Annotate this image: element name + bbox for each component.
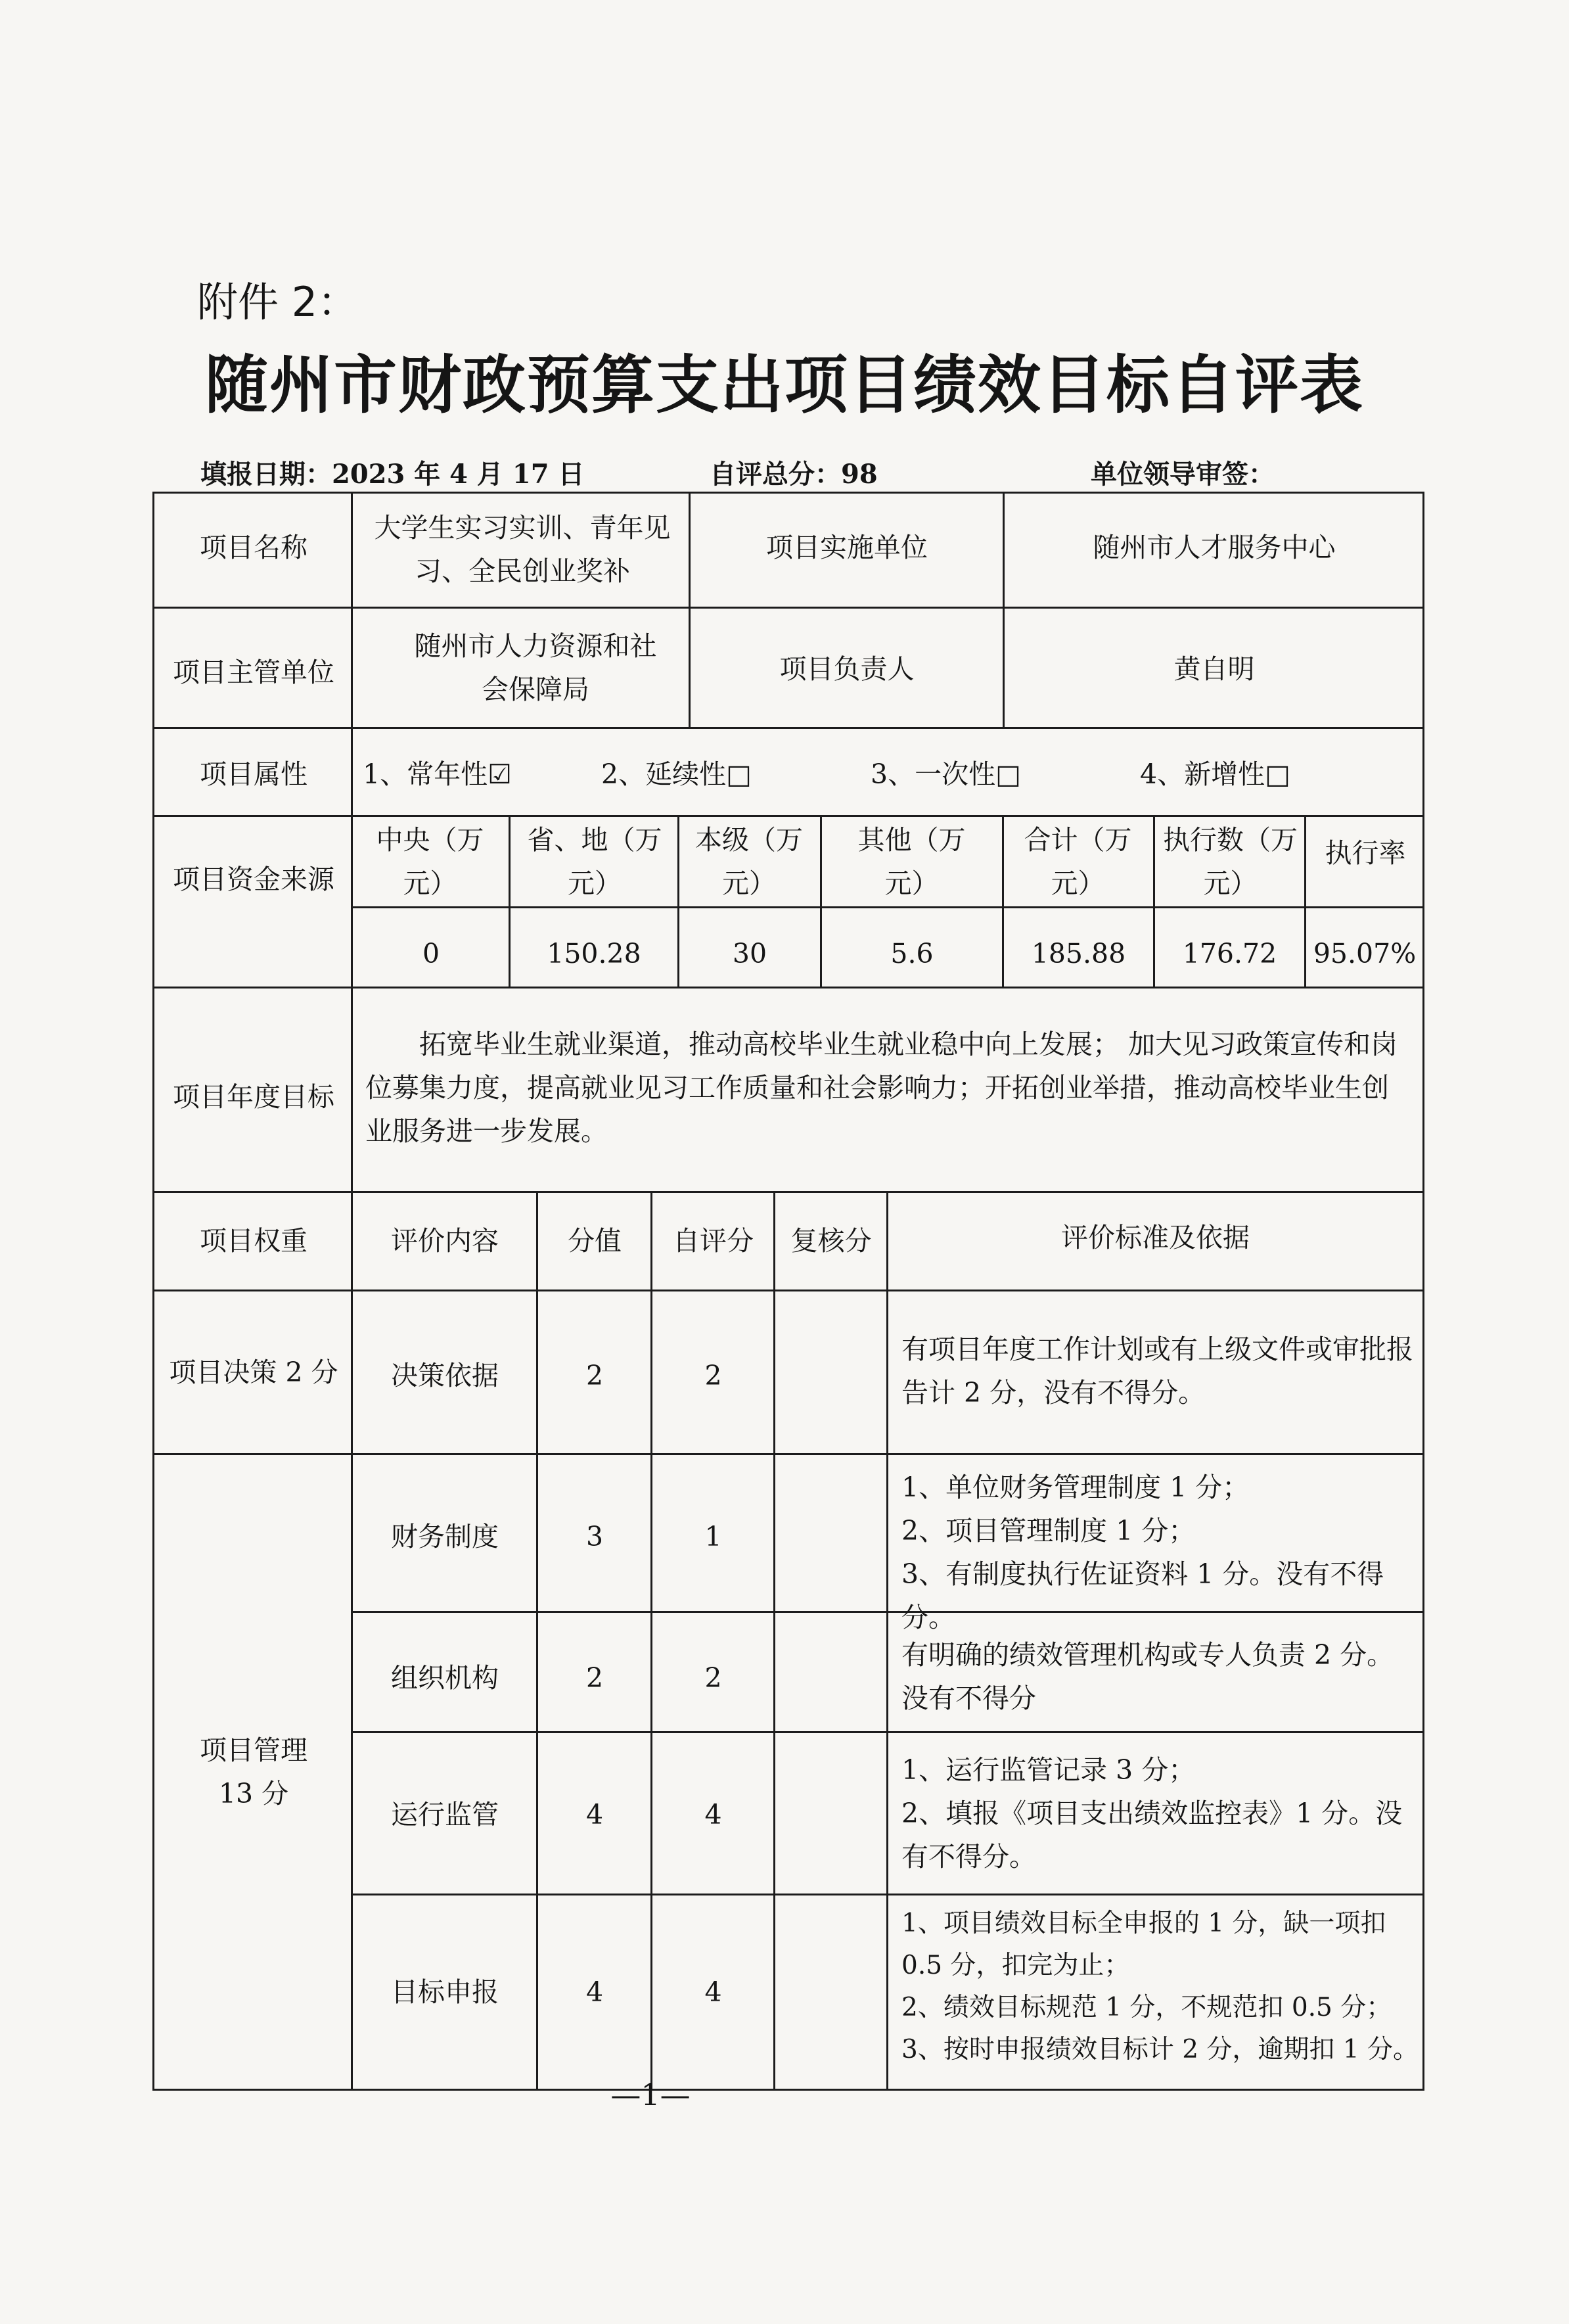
row-content: 组织机构 — [391, 1662, 499, 1694]
row-content: 目标申报 — [391, 1976, 499, 2008]
fill-date: 填报日期：2023 年 4 月 17 日 — [200, 459, 585, 490]
attr-label: 项目属性 — [200, 758, 307, 790]
eval-header-self: 自评分 — [673, 1225, 754, 1257]
funds-header-rate: 执行率 — [1325, 837, 1406, 869]
row-content: 运行监管 — [391, 1799, 499, 1830]
leader-label: 项目负责人 — [779, 653, 915, 685]
attr-option-2: 2、延续性□ — [601, 758, 752, 790]
row-content: 财务制度 — [391, 1521, 499, 1552]
eval-header-review: 复核分 — [790, 1225, 872, 1257]
goal-label: 项目年度目标 — [173, 1081, 334, 1113]
document-title: 随州市财政预算支出项目绩效目标自评表 — [205, 348, 1364, 422]
row-criteria: 有明确的绩效管理机构或专人负责 2 分。没有不得分 — [901, 1639, 1394, 1714]
row-self-score: 4 — [704, 1976, 722, 2008]
row-self-score: 1 — [704, 1521, 722, 1552]
eval-header-criteria: 评价标准及依据 — [1061, 1222, 1250, 1253]
row-self-score: 4 — [704, 1799, 722, 1830]
attachment-label: 附件 2： — [197, 278, 359, 326]
funds-value-total: 185.88 — [1031, 938, 1126, 969]
funds-value-province: 150.28 — [547, 938, 641, 969]
funds-header-local: 本级（万元） — [695, 824, 803, 899]
funds-header-central: 中央（万元） — [376, 824, 484, 899]
funds-label: 项目资金来源 — [173, 864, 334, 895]
funds-value-executed: 176.72 — [1182, 938, 1277, 969]
funds-value-rate: 95.07% — [1313, 938, 1417, 969]
eval-header-score: 分值 — [568, 1225, 622, 1257]
page-number: —1— — [610, 2077, 691, 2112]
supervisor-label: 项目主管单位 — [173, 657, 334, 688]
row-criteria: 1、项目绩效目标全申报的 1 分，缺一项扣 0.5 分，扣完为止； 2、绩效目标规范 1 分，不规范扣 0.5 分； 3、按时申报绩效目标计 2 分，逾期扣 1 分。 — [901, 1909, 1419, 2064]
row-score: 2 — [585, 1360, 604, 1391]
supervisor-value: 随州市人力资源和社会保障局 — [414, 630, 657, 705]
project-name-value: 大学生实习实训、青年见习、全民创业奖补 — [374, 512, 671, 587]
goal-text: 拓宽毕业生就业渠道，推动高校毕业生就业稳中向上发展； 加大见习政策宣传和岗位募集力度，提高就业见习工作质量和社会影响力；开拓创业举措，推动高校毕业生创业服务进一步发展。 — [365, 1029, 1398, 1147]
funds-value-other: 5.6 — [890, 938, 934, 969]
impl-unit-label: 项目实施单位 — [766, 532, 928, 563]
attr-option-3: 3、一次性□ — [871, 758, 1021, 790]
eval-header-content: 评价内容 — [391, 1225, 499, 1257]
row-criteria: 1、运行监管记录 3 分； 2、填报《项目支出绩效监控表》1 分。没有不得分。 — [901, 1754, 1403, 1872]
impl-unit-value: 随州市人才服务中心 — [1093, 532, 1336, 563]
funds-header-province: 省、地（万元） — [527, 824, 662, 899]
row-score: 4 — [585, 1976, 604, 2008]
self-score: 自评总分：98 — [710, 459, 878, 490]
funds-header-executed: 执行数（万元） — [1163, 824, 1298, 899]
funds-value-central: 0 — [422, 938, 440, 969]
group-weight-decision: 项目决策 2 分 — [169, 1357, 338, 1388]
attr-option-4: 4、新增性□ — [1140, 758, 1290, 790]
project-name-label: 项目名称 — [200, 532, 307, 563]
row-self-score: 2 — [704, 1360, 722, 1391]
group-weight-management: 项目管理 13 分 — [200, 1734, 307, 1809]
row-score: 3 — [585, 1521, 604, 1552]
leader-value: 黄自明 — [1173, 653, 1255, 685]
row-content: 决策依据 — [391, 1360, 499, 1391]
eval-header-weight: 项目权重 — [200, 1225, 307, 1257]
row-score: 2 — [585, 1662, 604, 1694]
attr-option-1: 1、常年性☑ — [363, 758, 512, 790]
funds-value-local: 30 — [732, 938, 767, 969]
funds-header-other: 其他（万元） — [857, 824, 966, 899]
leader-signature-label: 单位领导审签： — [1091, 459, 1275, 490]
row-criteria: 有项目年度工作计划或有上级文件或审批报告计 2 分，没有不得分。 — [901, 1334, 1413, 1408]
row-self-score: 2 — [704, 1662, 722, 1694]
row-criteria: 1、单位财务管理制度 1 分； 2、项目管理制度 1 分； 3、有制度执行佐证资料 1 分。没有不得分。 — [901, 1472, 1384, 1633]
row-score: 4 — [585, 1799, 604, 1830]
funds-header-total: 合计（万元） — [1024, 824, 1132, 899]
